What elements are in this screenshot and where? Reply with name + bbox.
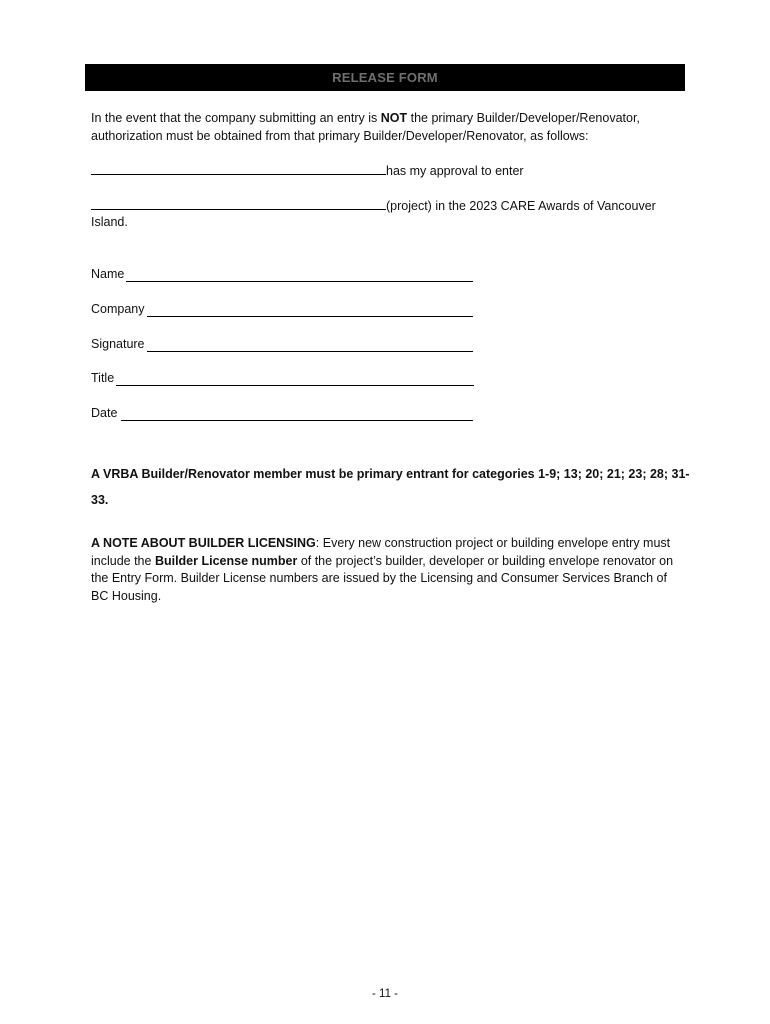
name-label: Name [91, 267, 125, 281]
licensing-text-1: : Every new construction project or building envelope entry must include the [91, 536, 671, 568]
form-title-bar [85, 64, 685, 91]
vrba-note [91, 466, 690, 483]
project-row [91, 197, 656, 215]
licensing-paragraph [91, 535, 676, 605]
licensing-heading: A NOTE ABOUT BUILDER LICENSING [91, 536, 316, 550]
name-field-line[interactable] [126, 281, 473, 282]
page-number: - 11 - [372, 988, 398, 1000]
approver-blank[interactable] [91, 162, 386, 175]
form-title: RELEASE FORM [332, 70, 438, 85]
name-field-row [91, 266, 124, 283]
intro-not: NOT [380, 111, 408, 125]
title-label: Title [91, 371, 115, 385]
intro-text-2: the primary Builder/Developer/Renovator, authorization must be obtained from that primary Builder/Developer/Renovator, as follows: [91, 111, 640, 143]
date-field-line[interactable] [121, 420, 473, 421]
project-text: (project) in the 2023 CARE Awards of Vancouver [386, 199, 656, 213]
company-field-row [91, 301, 145, 318]
intro-paragraph [91, 110, 681, 145]
signature-field-line[interactable] [147, 351, 473, 352]
date-label: Date [91, 406, 118, 420]
vrba-note-text: A VRBA Builder/Renovator member must be primary entrant for categories 1-9; 13; 20; 21; 23; 28; 31- [91, 467, 690, 481]
project-blank[interactable] [91, 197, 386, 210]
vrba-note-text-cont: 33. [91, 493, 109, 507]
signature-label: Signature [91, 337, 145, 351]
intro-text-1: In the event that the company submitting an entry is [91, 111, 381, 125]
approval-row [91, 162, 524, 180]
company-field-line[interactable] [147, 316, 473, 317]
licensing-text-2: of the project’s builder, developer or building envelope renovator on the Entry Form. Builder License numbers are issued by the Licensing and Consumer Services Branch of BC Housing. [91, 553, 674, 603]
company-label: Company [91, 302, 145, 316]
approval-text: has my approval to enter [386, 164, 524, 178]
title-field-row [91, 370, 114, 387]
signature-field-row [91, 336, 145, 353]
vrba-note-cont [91, 492, 108, 509]
title-field-line[interactable] [116, 385, 474, 386]
date-field-row [91, 405, 117, 422]
project-text-cont: Island. [91, 215, 128, 229]
project-row-cont [91, 214, 128, 231]
licensing-bold: Builder License number [154, 553, 298, 568]
